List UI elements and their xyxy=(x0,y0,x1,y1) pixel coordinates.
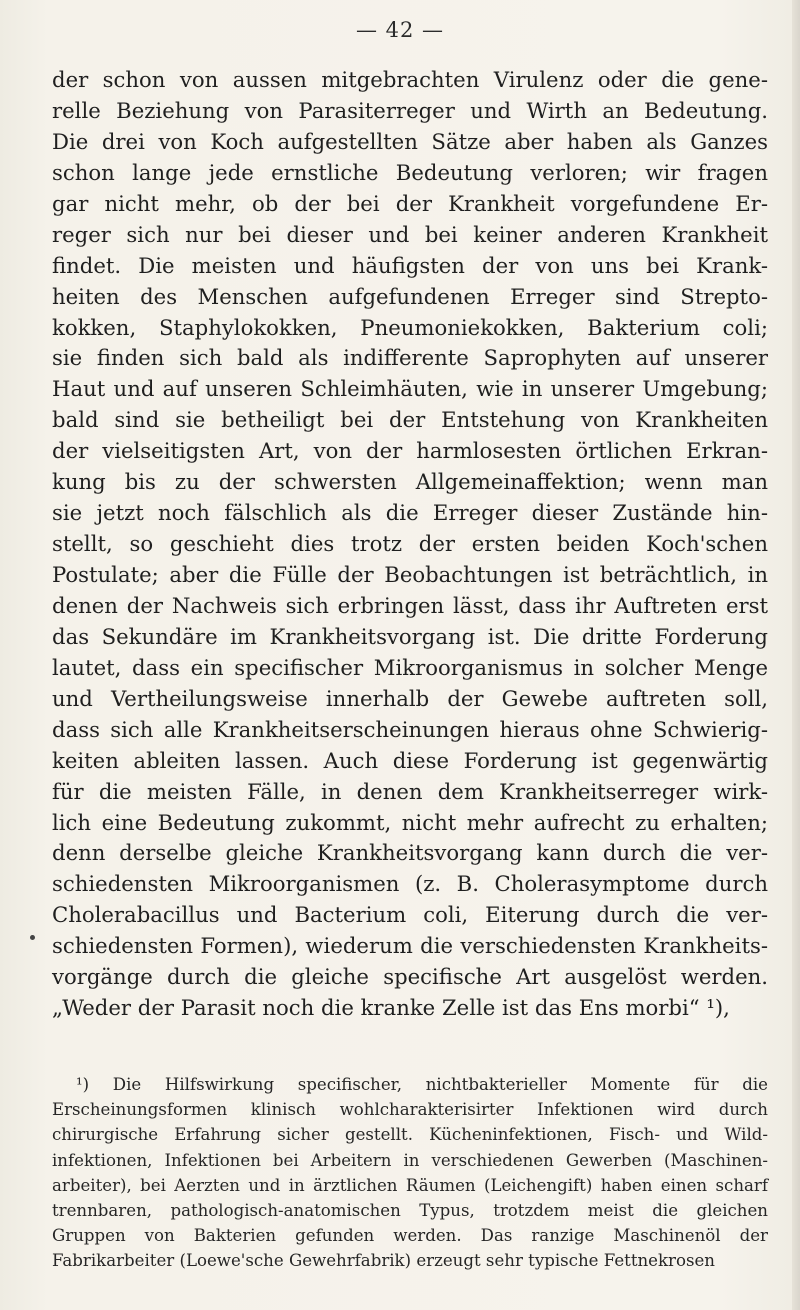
footnote-line: ¹) Die Hilfswirkung specifischer, nichtbakterieller Momente für die xyxy=(76,1075,768,1094)
text-line: lautet, dass ein specifischer Mikroorganismus in solcher Menge xyxy=(52,654,768,680)
text-line: keiten ableiten lassen. Auch diese Forderung ist gegenwärtig xyxy=(52,747,768,773)
text-line: „Weder der Parasit noch die kranke Zelle ist das Ens morbi“ ¹), xyxy=(52,995,730,1021)
text-line: bald sind sie betheiligt bei der Entstehung von Krankheiten xyxy=(52,407,768,433)
text-line: vorgänge durch die gleiche specifische Art ausgelöst werden. xyxy=(52,964,768,990)
text-line: dass sich alle Krankheitserscheinungen hieraus ohne Schwierig- xyxy=(52,716,768,742)
text-line: kung bis zu der schwersten Allgemeinaffektion; wenn man xyxy=(52,469,768,495)
text-line: der schon von aussen mitgebrachten Virulenz oder die gene- xyxy=(52,67,768,92)
text-line: heiten des Menschen aufgefundenen Erreger sind Strepto- xyxy=(52,283,768,309)
text-line: und Vertheilungsweise innerhalb der Gewebe auftreten soll, xyxy=(52,685,768,711)
text-line: sie jetzt noch fälschlich als die Erreger dieser Zustände hin- xyxy=(52,500,768,526)
text-line: denn derselbe gleiche Krankheitsvorgang kann durch die ver- xyxy=(52,840,768,866)
text-line: schiedensten Formen), wiederum die verschiedensten Krankheits- xyxy=(52,933,768,959)
text-line: das Sekundäre im Krankheitsvorgang ist. Die dritte Forderung xyxy=(52,623,768,649)
text-line: der vielseitigsten Art, von der harmlosesten örtlichen Erkran- xyxy=(52,438,768,464)
text-line: schiedensten Mikroorganismen (z. B. Cholerasymptome durch xyxy=(52,871,768,897)
text-line: stellt, so geschieht dies trotz der ersten beiden Koch'schen xyxy=(52,531,768,557)
footnote-line: Fabrikarbeiter (Loewe'sche Gewehrfabrik) erzeugt sehr typische Fettnekrosen xyxy=(52,1251,715,1271)
footnote xyxy=(52,1072,768,1274)
text-line: denen der Nachweis sich erbringen lässt, dass ihr Auftreten erst xyxy=(52,592,768,618)
footnote-line: arbeiter), bei Aerzten und in ärztlichen Räumen (Leichengift) haben einen scharf xyxy=(52,1175,768,1195)
text-line: relle Beziehung von Parasiterreger und Wirth an Bedeutung. xyxy=(52,97,768,123)
text-line: lich eine Bedeutung zukommt, nicht mehr aufrecht zu erhalten; xyxy=(52,809,768,835)
text-line: für die meisten Fälle, in denen dem Krankheitserreger wirk- xyxy=(52,778,768,804)
footnote-line: trennbaren, pathologisch-anatomischen Typus, trotzdem meist die gleichen xyxy=(52,1200,768,1220)
text-line: kokken, Staphylokokken, Pneumoniekokken, Bakterium coli; xyxy=(52,314,768,340)
text-line: reger sich nur bei dieser und bei keiner anderen Krankheit xyxy=(52,221,768,247)
page-edge-shadow xyxy=(792,0,800,1310)
text-line: schon lange jede ernstliche Bedeutung verloren; wir fragen xyxy=(52,159,768,185)
text-line: Postulate; aber die Fülle der Beobachtungen ist beträchtlich, in xyxy=(52,562,768,587)
page-number: — 42 — xyxy=(355,18,445,42)
footnote-line: Gruppen von Bakterien gefunden werden. Das ranzige Maschinenöl der xyxy=(52,1226,768,1246)
footnote-line: chirurgische Erfahrung sicher gestellt. Kücheninfektionen, Fisch- und Wild- xyxy=(52,1125,768,1145)
margin-dot-mark xyxy=(30,935,35,940)
text-line: findet. Die meisten und häufigsten der von uns bei Krank- xyxy=(52,252,768,278)
footnote-line: infektionen, Infektionen bei Arbeitern in verschiedenen Gewerben (Maschinen- xyxy=(52,1150,768,1170)
body-text xyxy=(52,65,768,1024)
text-line: Haut und auf unseren Schleimhäuten, wie in unserer Umgebung; xyxy=(52,376,768,402)
text-line: gar nicht mehr, ob der bei der Krankheit vorgefundene Er- xyxy=(52,190,768,216)
text-line: Die drei von Koch aufgestellten Sätze aber haben als Ganzes xyxy=(52,128,768,154)
footnote-line: Erscheinungsformen klinisch wohlcharakterisirter Infektionen wird durch xyxy=(52,1100,768,1120)
text-line: Cholerabacillus und Bacterium coli, Eiterung durch die ver- xyxy=(52,902,768,928)
text-line: sie finden sich bald als indifferente Saprophyten auf unserer xyxy=(52,345,768,371)
